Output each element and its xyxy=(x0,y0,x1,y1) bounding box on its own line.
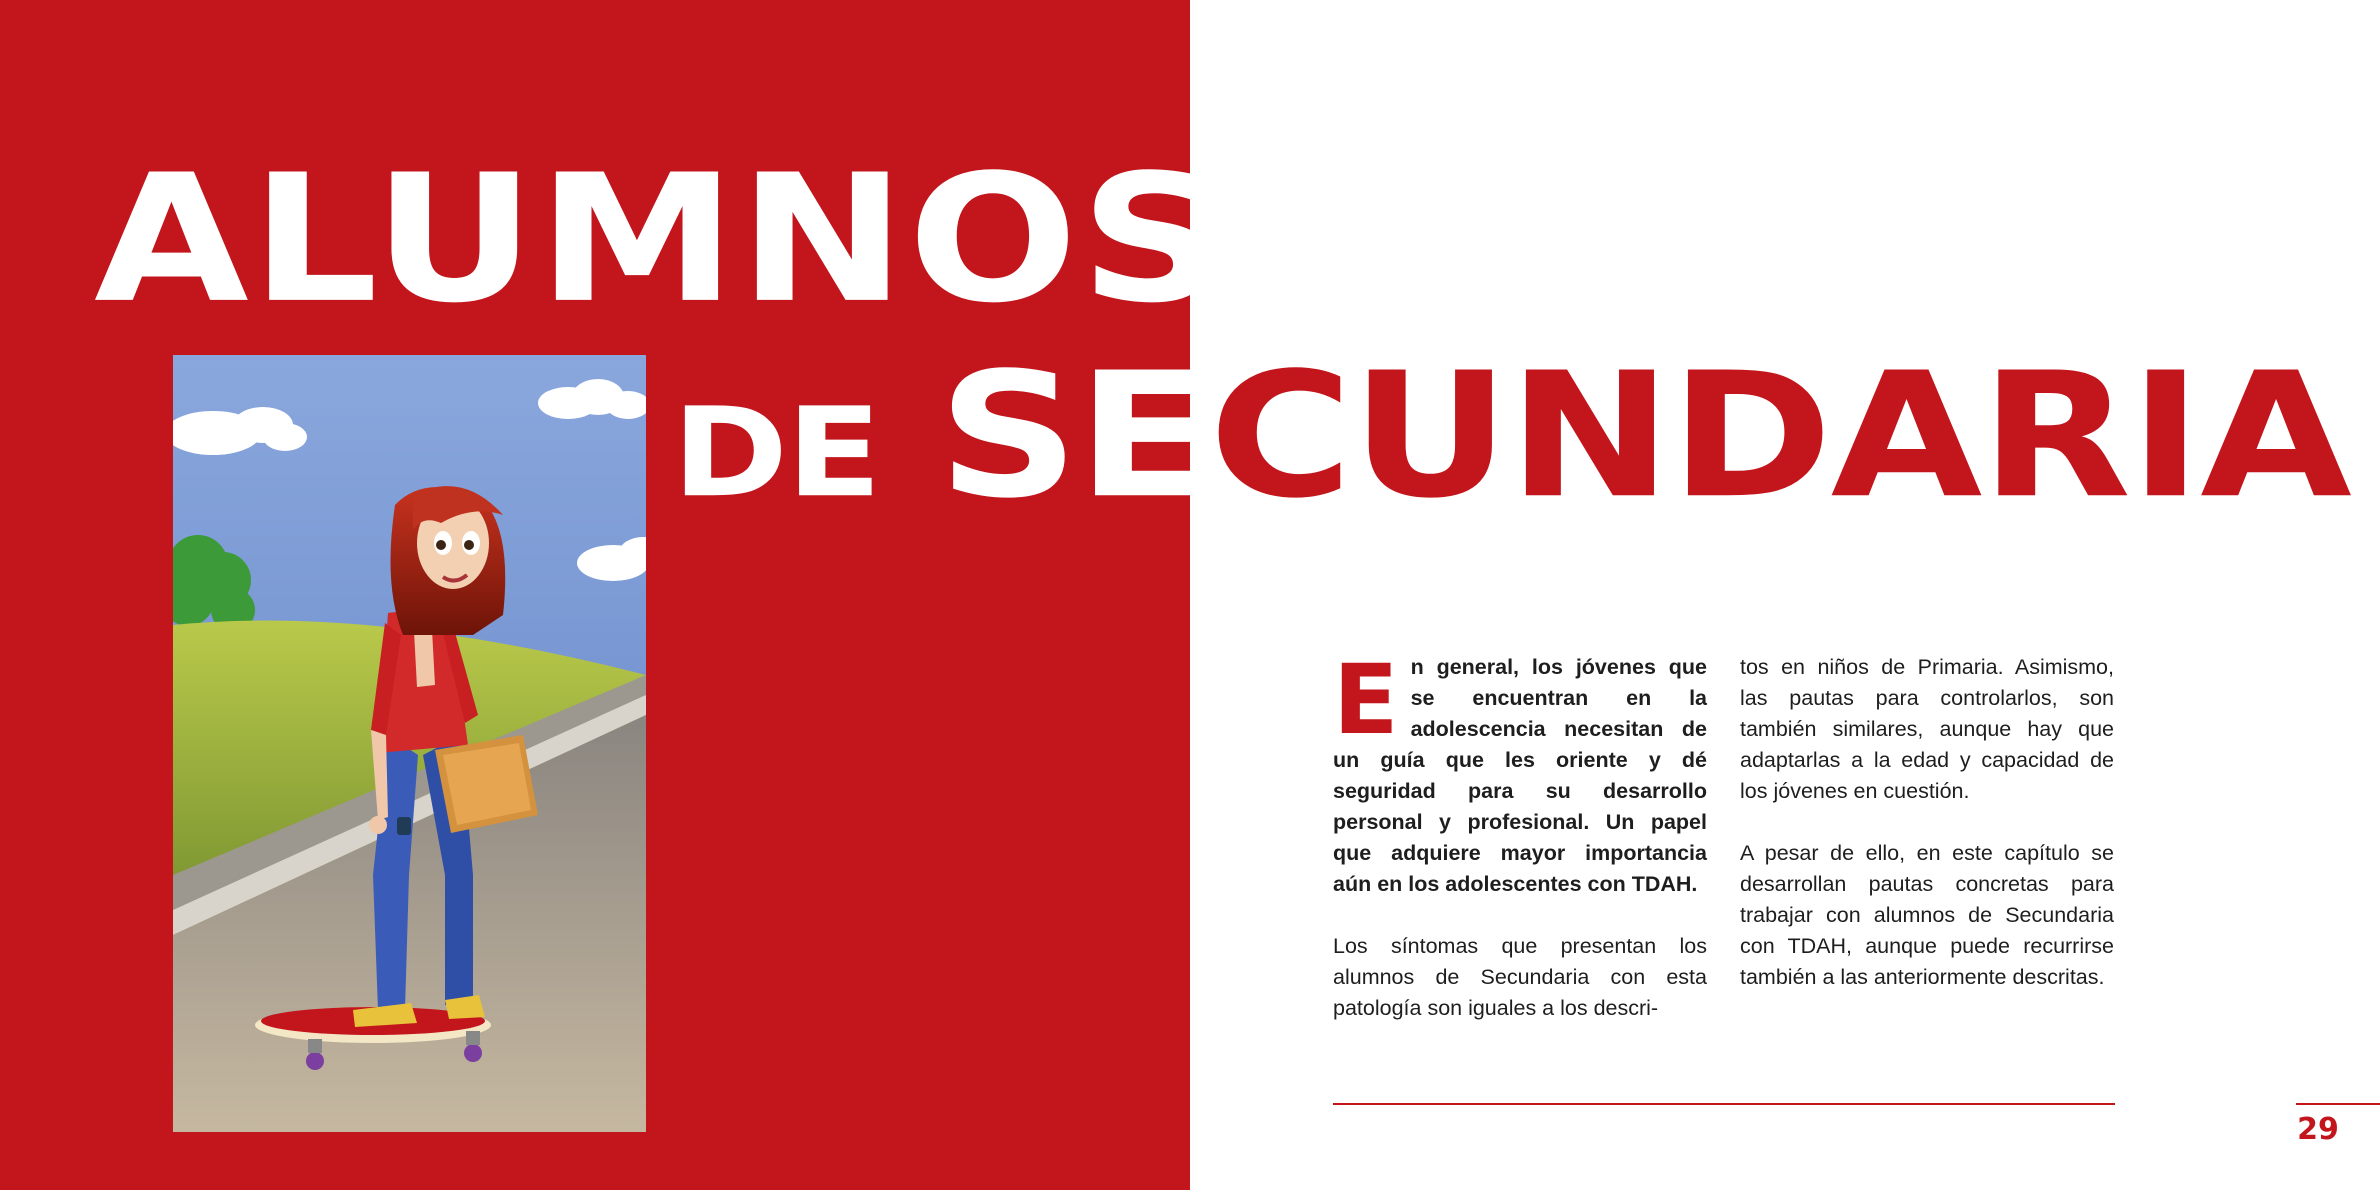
text-column-2 xyxy=(1740,652,2114,1024)
page-number-rule xyxy=(2296,1103,2380,1105)
title-line-1: ALUMNOS xyxy=(94,137,1226,343)
footer-rule xyxy=(1333,1103,2115,1105)
paragraph-chapter-scope: A pesar de ello, en este capítulo se desarrollan pautas concretas para trabajar con alumnos de Secundaria con TDAH, aunque puede recurrirse también a las anteriormente descritas. xyxy=(1740,841,2114,989)
page-number: 29 xyxy=(2297,1112,2339,1147)
text-column-1 xyxy=(1333,644,1707,1055)
intro-text: n general, los jóvenes que se encuentran en la adolescencia necesitan de un guía que les oriente y dé seguridad para su desarrollo personal y profesional. Un papel que adquiere mayor importancia aún en los adolescentes con TDAH. xyxy=(1333,655,1707,896)
girl-on-skateboard-illustration xyxy=(173,355,646,1132)
title-part-white: SE xyxy=(937,335,1209,537)
title-line-2 xyxy=(672,335,2350,537)
paragraph-symptoms-start: Los síntomas que presentan los alumnos de Secundaria con esta patología son iguales a los descri- xyxy=(1333,934,1707,1020)
intro-paragraph xyxy=(1333,644,1707,900)
title-part-red: CUNDARIA xyxy=(1208,335,2350,537)
title-word-de: DE xyxy=(672,381,880,526)
paragraph-symptoms-end: tos en niños de Primaria. Asimismo, las pautas para controlarlos, son también similares, aunque hay que adaptarlas a la edad y capacidad de los jóvenes en cuestión. xyxy=(1740,655,2114,803)
dropcap-letter: E xyxy=(1333,644,1399,756)
